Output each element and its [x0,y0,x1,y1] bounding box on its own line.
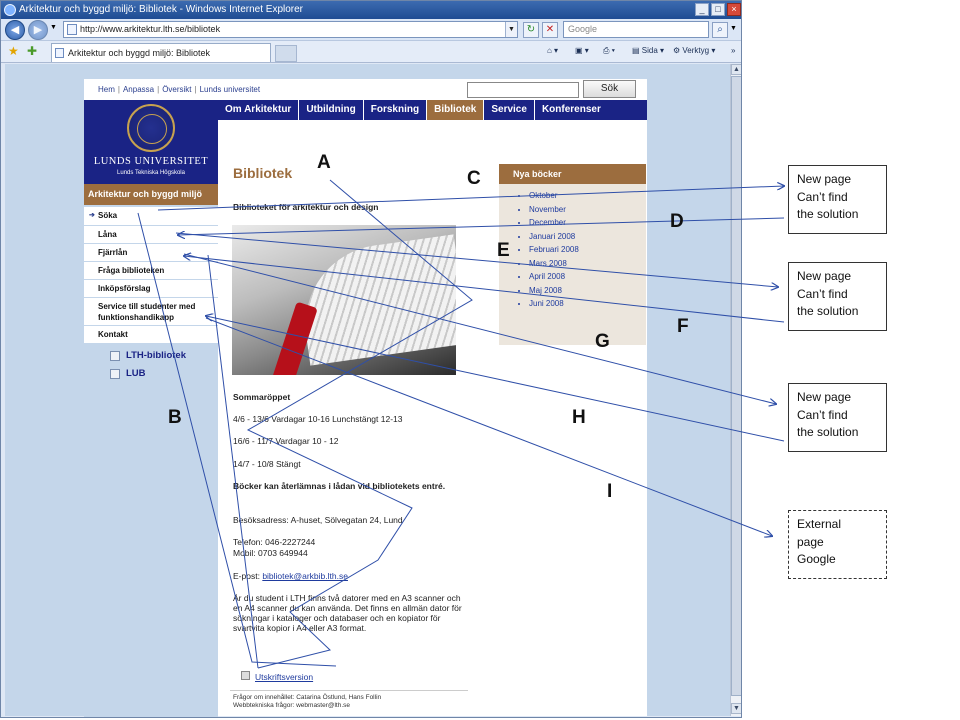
toplink-anpassa[interactable]: Anpassa [122,85,155,94]
search-options-icon[interactable]: ▼ [730,25,737,32]
hours-line-2: 16/6 - 11/7 Vardagar 10 - 12 [233,436,339,446]
annotation-letter-g: G [595,331,610,352]
sidebar-item-service-funktionshandikapp[interactable] [84,298,218,326]
sidebar-item-kontakt[interactable] [84,326,218,344]
annotation-letter-h: H [572,407,586,428]
footer-divider [230,690,468,691]
history-dropdown-icon[interactable]: ▼ [50,24,57,31]
toplink-hem[interactable]: Hem [98,85,115,94]
footer-content-contact: Frågor om innehållet: Catarina Östlund, Hans Follin [233,694,382,701]
visit-address: Besöksadress: A-huset, Sölvegatan 24, Lund [233,515,403,525]
annotation-letter-c: C [467,168,481,189]
student-note: Är du student i LTH finns två datorer med en A3 scanner och en A4 scanner du kan använda. Det finns en allmän dator för sökningar i kataloger och databaser och en kopiator för svartvita kopior i A4 eller A3 format. [233,593,462,633]
title-bar [1,1,742,19]
university-logo[interactable] [84,100,218,184]
footer-web-contact: Webbtekniska frågor: webmaster@lth.se [233,702,351,709]
close-button[interactable]: × [727,3,741,16]
nav-konferenser[interactable]: Konferenser [541,104,601,115]
callout-line: New page [797,172,852,186]
callout-line: page [797,534,824,549]
expand-box-icon [110,351,120,361]
sidebar-label: Inköpsförslag [98,284,151,293]
university-seal-icon [127,104,175,152]
navigation-bar [1,19,742,41]
callout-line: Can’t find [797,407,848,422]
annotation-letter-a: A [317,152,331,173]
toplink-lunds-universitet[interactable]: Lunds universitet [199,85,261,94]
new-books-box [499,164,646,345]
bullet-arrow-icon: ➔ [89,212,95,219]
logo-subtitle: Lunds Tekniska Högskola [117,170,185,176]
annotation-letter-e: E [497,240,510,261]
new-books-link[interactable]: • Januari 2008 [529,230,579,244]
site-search-button[interactable]: Sök [583,80,636,98]
scroll-down-icon[interactable]: ▼ [731,703,742,714]
nav-service[interactable]: Service [484,100,535,120]
refresh-icon[interactable]: ↻ [523,22,539,38]
email-label: E-post: [233,571,260,581]
sidebar-label: Låna [98,230,117,239]
top-links: Hem | Anpassa | Översikt | Lunds universitet [98,85,261,94]
hours-line-3: 14/7 - 10/8 Stängt [233,459,301,469]
sidebar-item-lana[interactable] [84,226,218,244]
hours-line-1: 4/6 - 13/6 Vardagar 10-16 Lunchstängt 12-13 [233,414,403,424]
callout-line: the solution [797,425,859,439]
new-books-link[interactable]: • Februari 2008 [529,243,579,257]
new-books-link[interactable]: • Oktober [529,189,579,203]
ie-icon [4,4,16,16]
return-note: Böcker kan återlämnas i lådan vid bibliotekets entré. [233,481,446,491]
nav-forskning[interactable]: Forskning [364,100,427,120]
forward-arrow-icon[interactable]: ▶ [28,20,48,40]
back-arrow-icon[interactable]: ◀ [5,20,25,40]
favorites-star-icon[interactable]: ★ [8,44,19,58]
sidebar-label: Fjärrlån [98,248,128,257]
new-books-link[interactable]: • Mars 2008 [529,257,579,271]
phone: Telefon: 046-2227244 [233,537,316,547]
printer-icon [241,671,250,680]
subnav-lth-bibliotek[interactable] [110,350,186,361]
vertical-scrollbar[interactable] [730,64,742,716]
callout-line: New page [797,269,852,283]
page-heading: Bibliotek [233,165,293,181]
callout-line: Can’t find [797,286,848,301]
browser-search-input[interactable] [563,21,709,38]
print-version-link[interactable]: Utskriftsversion [255,672,314,682]
tools-menu-label: Verktyg [682,46,710,55]
minimize-button[interactable]: _ [695,3,709,16]
mobile: Mobil: 0703 649944 [233,548,308,558]
callout-new-page-3 [788,383,887,452]
department-title[interactable]: Arkitektur och byggd miljö [84,184,218,205]
tab-title: Arkitektur och byggd miljö: Bibliotek [68,48,211,58]
scroll-up-icon[interactable]: ▲ [731,64,742,75]
window-title: Arkitektur och byggd miljö: Bibliotek - Windows Internet Explorer [19,4,304,15]
subnav-label: LUB [126,368,146,379]
email-link[interactable]: bibliotek@arkbib.lth.se [262,571,348,581]
address-text: http://www.arkitektur.lth.se/bibliotek [80,24,221,34]
new-tab-button[interactable] [275,45,297,62]
callout-line: the solution [797,304,859,318]
nav-om-arkitektur[interactable]: Om Arkitektur [218,100,299,120]
new-books-link[interactable]: • December [529,216,579,230]
address-dropdown-icon[interactable]: ▼ [505,22,517,37]
sidebar-label: Service till studenter med funktionshandikapp [98,302,196,322]
sidebar-label: Kontakt [98,330,128,339]
new-books-link[interactable]: • Juni 2008 [529,297,579,311]
nav-bibliotek[interactable]: Bibliotek [427,100,484,120]
sidebar-item-inkopsforslag[interactable] [84,280,218,298]
search-icon[interactable]: ⌕ [712,22,728,38]
book-photo [232,225,456,375]
callout-line: Can’t find [797,189,848,204]
callout-external-page [788,510,887,579]
home-icon[interactable]: ⌂ ▾ [547,46,559,55]
new-books-link[interactable]: • Maj 2008 [529,284,579,298]
site-search-input[interactable] [467,82,579,98]
tab-page-icon [55,48,64,58]
book-pages-shape [295,234,456,365]
toplink-oversikt[interactable]: Översikt [162,85,192,94]
logo-name: LUNDS UNIVERSITET [93,156,209,167]
annotation-letter-d: D [670,211,684,232]
new-books-link[interactable]: • April 2008 [529,270,579,284]
page-subheading: Biblioteket för arkitektur och design [233,202,379,212]
scroll-thumb[interactable] [731,76,742,696]
subnav-lub[interactable] [110,368,146,379]
maximize-button[interactable]: □ [711,3,725,16]
callout-line: Google [797,552,836,566]
stop-icon[interactable]: ✕ [542,22,558,38]
add-favorites-icon[interactable]: ✚ [27,44,38,58]
summer-hours-title: Sommaröppet [233,392,291,402]
tools-menu[interactable]: ⚙ Verktyg ▾ [673,46,716,55]
sidebar-item-fjarrlan[interactable] [84,244,218,262]
subnav-label: LTH-bibliotek [126,350,186,361]
feeds-icon[interactable]: ▣ ▾ [575,46,589,55]
main-nav [218,100,647,120]
chevron-more-icon[interactable]: » [731,46,736,55]
print-icon[interactable]: ⎙ ▾ [603,46,615,55]
nav-utbildning[interactable]: Utbildning [299,100,363,120]
callout-new-page-1 [788,165,887,234]
sidebar-label: Söka [98,211,118,220]
address-bar[interactable] [63,21,518,38]
footer [233,694,381,710]
search-placeholder: Google [568,24,598,34]
tab-bibliotek[interactable] [51,43,271,62]
callout-line: New page [797,390,852,404]
sidebar-item-fraga-biblioteken[interactable] [84,262,218,280]
email-line [233,571,348,581]
callout-line: External [797,517,842,531]
page-icon [67,24,77,35]
tab-bar [1,41,742,63]
new-books-list [529,189,579,311]
sidebar-label: Fråga biblioteken [98,266,165,275]
expand-box-icon [110,369,120,379]
page-menu[interactable]: ▤ Sida ▾ [632,46,665,55]
callout-new-page-2 [788,262,887,331]
new-books-link[interactable]: • November [529,203,579,217]
new-books-title: Nya böcker [499,164,646,184]
page-menu-label: Sida [641,46,658,55]
callout-line: the solution [797,207,859,221]
annotation-letter-i: I [607,481,613,502]
window-controls [695,3,741,16]
annotation-letter-b: B [168,407,182,428]
annotation-letter-f: F [677,316,689,337]
sidebar-item-soka[interactable] [84,207,218,226]
